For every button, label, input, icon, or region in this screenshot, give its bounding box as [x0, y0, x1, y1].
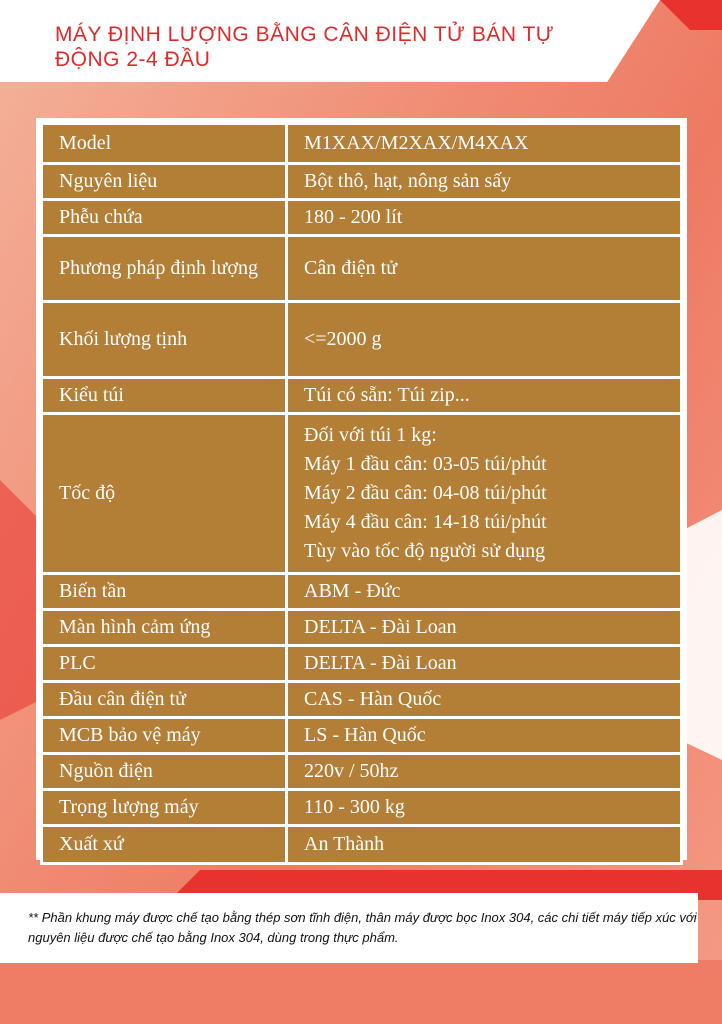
spec-value: Túi có sẵn: Túi zip... — [287, 378, 682, 414]
table-row — [42, 200, 682, 236]
table-row — [42, 574, 682, 610]
table-row — [42, 414, 682, 574]
table-row — [42, 790, 682, 826]
table-row — [42, 610, 682, 646]
table-row — [42, 302, 682, 378]
spec-label: Tốc độ — [42, 414, 287, 574]
speed-line: Máy 4 đầu cân: 14-18 túi/phút — [304, 511, 547, 533]
spec-label: PLC — [42, 646, 287, 682]
speed-line: Đối với túi 1 kg: — [304, 424, 437, 446]
table-row — [42, 718, 682, 754]
table-row — [42, 378, 682, 414]
spec-label: Nguyên liệu — [42, 164, 287, 200]
footnote: ** Phần khung máy được chế tạo bằng thép sơn tĩnh điện, thân máy được bọc Inox 304, các chi tiết máy tiếp xúc với nguyên liệu được chế tạo bằng Inox 304, dùng trong thực phẩm. — [28, 910, 697, 945]
spec-label: Trọng lượng máy — [42, 790, 287, 826]
spec-label: Phễu chứa — [42, 200, 287, 236]
spec-value: ABM - Đức — [287, 574, 682, 610]
spec-value: <=2000 g — [287, 302, 682, 378]
page-title: MÁY ĐỊNH LƯỢNG BẰNG CÂN ĐIỆN TỬ BÁN TỰ ĐỘNG 2-4 ĐẦU — [55, 23, 555, 71]
spec-label: Khối lượng tịnh — [42, 302, 287, 378]
speed-line: Tùy vào tốc độ người sử dụng — [304, 540, 546, 562]
spec-label: Phương pháp định lượng — [42, 236, 287, 302]
spec-label: Xuất xứ — [42, 826, 287, 864]
spec-label: Đầu cân điện tử — [42, 682, 287, 718]
speed-line: Máy 2 đầu cân: 04-08 túi/phút — [304, 482, 547, 504]
table-row — [42, 826, 682, 864]
spec-label: Biến tần — [42, 574, 287, 610]
spec-label: Model — [42, 124, 287, 164]
spec-value: M1XAX/M2XAX/M4XAX — [287, 124, 682, 164]
spec-value: 220v / 50hz — [287, 754, 682, 790]
table-row — [42, 236, 682, 302]
spec-value: DELTA - Đài Loan — [287, 646, 682, 682]
table-row — [42, 164, 682, 200]
spec-value: LS - Hàn Quốc — [287, 718, 682, 754]
spec-label: Nguồn điện — [42, 754, 287, 790]
spec-table — [40, 122, 683, 865]
spec-label: Màn hình cảm ứng — [42, 610, 287, 646]
spec-value: CAS - Hàn Quốc — [287, 682, 682, 718]
spec-value: 180 - 200 lít — [287, 200, 682, 236]
spec-label: Kiểu túi — [42, 378, 287, 414]
spec-value: 110 - 300 kg — [287, 790, 682, 826]
spec-label: MCB bảo vệ máy — [42, 718, 287, 754]
spec-value: An Thành — [287, 826, 682, 864]
table-row — [42, 754, 682, 790]
speed-line: Máy 1 đầu cân: 03-05 túi/phút — [304, 453, 547, 475]
table-row — [42, 682, 682, 718]
table-row — [42, 124, 682, 164]
spec-value: DELTA - Đài Loan — [287, 610, 682, 646]
spec-value — [287, 414, 682, 574]
table-row — [42, 646, 682, 682]
spec-value: Bột thô, hạt, nông sản sấy — [287, 164, 682, 200]
spec-value: Cân điện tử — [287, 236, 682, 302]
